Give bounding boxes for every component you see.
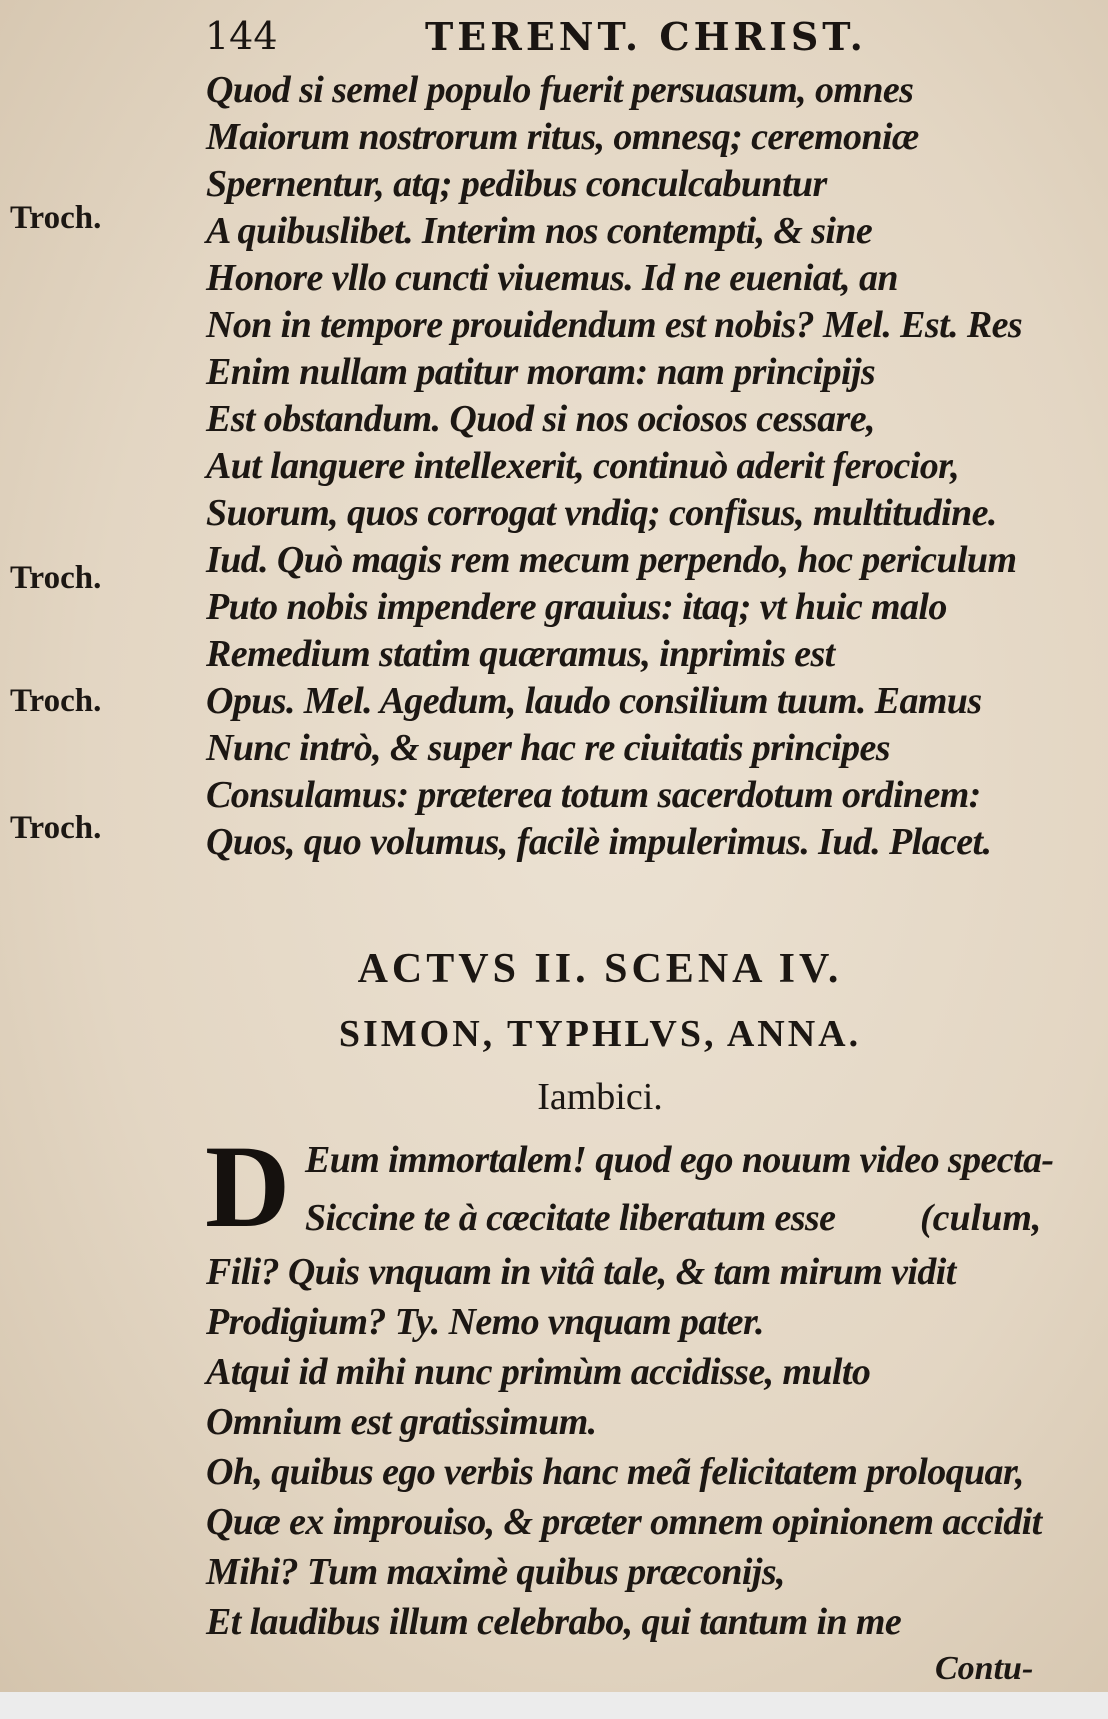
verse-line: Quod si semel populo fuerit persuasum, omnes <box>206 69 914 111</box>
verse-line: Enim nullam patitur moram: nam principijs <box>206 351 876 393</box>
drop-cap: D <box>205 1121 291 1252</box>
margin-note-troch: Troch. <box>10 810 102 846</box>
verse-line: Eum immortalem! quod ego nouum video specta- <box>305 1139 1054 1181</box>
dramatis-personae: SIMON, TYPHLVS, ANNA. <box>338 1013 862 1055</box>
verse-line: Remedium statim quæramus, inprimis est <box>206 633 835 675</box>
verse-line: Nunc intrò, & super hac re ciuitatis principes <box>206 727 890 769</box>
verse-line: Prodigium? Ty. Nemo vnquam pater. <box>206 1301 764 1343</box>
meter-label: Iambici. <box>537 1076 663 1118</box>
verse-line: Honore vllo cuncti viuemus. Id ne eueniat, an <box>206 257 898 299</box>
margin-note-troch: Troch. <box>10 560 102 596</box>
verse-line: Est obstandum. Quod si nos ociosos cessare, <box>206 398 875 440</box>
verse-line: Siccine te à cæcitate liberatum esse <box>305 1197 836 1239</box>
verse-line: Quos, quo volumus, facilè impulerimus. Iud. Placet. <box>206 821 992 863</box>
viewer-bottom-strip <box>0 1692 1108 1719</box>
verse-line: Opus. Mel. Agedum, laudo consilium tuum. Eamus <box>206 680 982 722</box>
page-number: 144 <box>205 14 278 58</box>
verse-line: Mihi? Tum maximè quibus præconijs, <box>206 1551 785 1593</box>
verse-line-tail: (culum, <box>920 1197 1042 1239</box>
verse-line: Suorum, quos corrogat vndiq; confisus, multitudine. <box>206 492 997 534</box>
verse-line: Consulamus: præterea totum sacerdotum ordinem: <box>206 774 981 816</box>
verse-line: Atqui id mihi nunc primùm accidisse, multo <box>206 1351 871 1393</box>
margin-note-troch: Troch. <box>10 683 102 719</box>
margin-note-troch: Troch. <box>10 200 102 236</box>
catchword: Contu- <box>935 1650 1034 1687</box>
verse-line: Maiorum nostrorum ritus, omnesq; ceremoniæ <box>206 116 919 158</box>
verse-line: Spernentur, atq; pedibus conculcabuntur <box>206 163 827 205</box>
verse-line: Oh, quibus ego verbis hanc meã felicitatem proloquar, <box>206 1451 1024 1493</box>
verse-line: Et laudibus illum celebrabo, qui tantum in me <box>206 1601 902 1643</box>
verse-line: Omnium est gratissimum. <box>206 1401 597 1443</box>
running-head: TERENT. CHRIST. <box>425 14 867 59</box>
verse-line: Iud. Quò magis rem mecum perpendo, hoc periculum <box>206 539 1017 581</box>
verse-line: Quæ ex improuiso, & præter omnem opinionem accidit <box>206 1501 1042 1543</box>
verse-line: Non in tempore prouidendum est nobis? Mel. Est. Res <box>206 304 1023 346</box>
verse-line: A quibuslibet. Interim nos contempti, & sine <box>206 210 873 252</box>
verse-line: Aut languere intellexerit, continuò aderit ferocior, <box>206 445 960 487</box>
verse-line: Puto nobis impendere grauius: itaq; vt huic malo <box>206 586 947 628</box>
verse-line: Fili? Quis vnquam in vitâ tale, & tam mirum vidit <box>206 1251 956 1293</box>
act-scene-heading: ACTVS II. SCENA IV. <box>357 946 843 992</box>
